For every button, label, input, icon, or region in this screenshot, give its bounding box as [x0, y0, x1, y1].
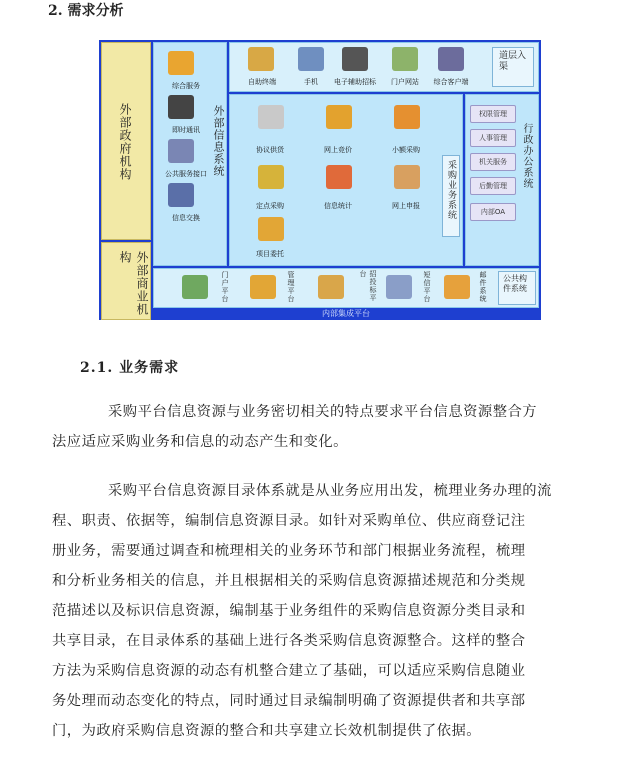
bid-platform-icon — [318, 275, 344, 299]
common-parts-label: 公共构件系统 — [503, 274, 527, 293]
portal-platform-icon — [182, 275, 208, 299]
gov-org-label: 外部政府机构 — [118, 103, 132, 181]
procurement-title: 采购业务系统 — [446, 160, 456, 220]
common-parts-box — [498, 271, 536, 305]
hr-button[interactable]: 人事管理 — [470, 129, 516, 147]
top-item-label: 手机 — [304, 78, 318, 86]
biz-org-box — [101, 242, 151, 320]
channel-box — [492, 47, 534, 87]
mail-system-icon — [444, 275, 470, 299]
paragraph-2 — [52, 476, 578, 746]
phone-icon — [298, 47, 324, 71]
top-item-label: 自助终端 — [248, 78, 276, 86]
para-line: 共享目录，在目录体系的基础上进行各类采购信息资源整合。这样的整合 — [52, 633, 526, 649]
center-item-label: 小额采购 — [392, 146, 420, 154]
para-line: 门，为政府采购信息资源的整合和共享建立长效机制提供了依据。 — [52, 723, 482, 739]
center-item-label: 定点采购 — [256, 202, 284, 210]
office-title: 行政办公系统 — [521, 123, 532, 189]
bottom-item-label: 门户平台 — [221, 271, 229, 303]
bottom-item-label: 管理平台 — [287, 271, 295, 303]
center-item-label: 项目委托 — [256, 250, 284, 258]
oa-button[interactable]: 内部OA — [470, 203, 516, 221]
top-item-label: 电子辅助招标 — [334, 78, 376, 86]
permission-button[interactable]: 权限管理 — [470, 105, 516, 123]
paragraph-1 — [52, 397, 578, 457]
bottom-item-label: 招投标平台 — [359, 270, 377, 302]
client-icon — [438, 47, 464, 71]
kiosk-icon — [248, 47, 274, 71]
office-panel — [465, 94, 539, 266]
statistics-icon — [326, 165, 352, 189]
bottom-item-label: 邮件系统 — [479, 271, 487, 303]
mgmt-platform-icon — [250, 275, 276, 299]
ext-item-label: 即时通讯 — [172, 126, 200, 134]
org-service-button[interactable]: 机关服务 — [470, 153, 516, 171]
computer-icon — [342, 47, 368, 71]
interface-icon — [168, 139, 194, 163]
service-icon — [168, 51, 194, 75]
para-line: 程、职责、依据等，编制信息资源目录。如针对采购单位、供应商登记注 — [52, 513, 526, 529]
center-item-label: 协议供货 — [256, 146, 284, 154]
integration-bar: 内部集成平台 — [153, 308, 539, 320]
procurement-panel — [229, 94, 463, 266]
top-item-label: 综合客户端 — [433, 78, 469, 86]
para-line: 采购平台信息资源与业务密切相关的特点要求平台信息资源整合方 — [108, 404, 538, 420]
para-line: 范描述以及标识信息资源，编制基于业务组件的采购信息资源分类目录和 — [52, 603, 526, 619]
para-line: 采购平台信息资源目录体系就是从业务应用出发，梳理业务办理的流 — [108, 483, 552, 499]
project-icon — [258, 217, 284, 241]
gov-org-box — [101, 42, 151, 240]
im-icon — [168, 95, 194, 119]
platform-row — [153, 268, 539, 308]
center-item-label: 网上申报 — [392, 202, 420, 210]
portal-icon — [392, 47, 418, 71]
para-line: 册业务，需要通过调查和梳理相关的业务环节和部门根据业务流程，梳理 — [52, 543, 526, 559]
agreement-icon — [258, 105, 284, 129]
para-line: 和分析业务相关的信息，并且根据相关的采购信息资源描述规范和分类规 — [52, 573, 526, 589]
top-item-label: 门户网站 — [391, 78, 419, 86]
bidding-icon — [326, 105, 352, 129]
small-purchase-icon — [394, 105, 420, 129]
ext-info-title: 外部信息系统 — [212, 105, 225, 177]
online-report-icon — [394, 165, 420, 189]
ext-item-label: 信息交换 — [172, 214, 200, 222]
channel-label: 道层入渠 — [499, 51, 527, 72]
section-heading: 2. 需求分析 — [48, 3, 124, 19]
architecture-diagram — [99, 40, 541, 320]
top-row-panel — [229, 42, 539, 92]
bottom-item-label: 短信平台 — [423, 271, 431, 303]
procurement-title-box — [442, 155, 460, 237]
ext-info-panel — [153, 42, 227, 266]
biz-org-label: 外部商业机构 — [118, 251, 149, 316]
fixed-purchase-icon — [258, 165, 284, 189]
logistics-button[interactable]: 后勤管理 — [470, 177, 516, 195]
para-line: 务处理而动态变化的特点，同时通过目录编制明确了资源提供者和共享部 — [52, 693, 526, 709]
ext-item-label: 综合服务 — [172, 82, 200, 90]
ext-item-label: 公共服务接口 — [165, 170, 207, 178]
center-item-label: 网上竞价 — [324, 146, 352, 154]
sms-platform-icon — [386, 275, 412, 299]
center-item-label: 信息统计 — [324, 202, 352, 210]
subsection-heading: 2.1. 业务需求 — [80, 360, 180, 376]
para-line: 方法为采购信息资源的动态有机整合建立了基础，可以适应采购信息随业 — [52, 663, 526, 679]
exchange-icon — [168, 183, 194, 207]
para-line: 法应适应采购业务和信息的动态产生和变化。 — [52, 434, 348, 450]
